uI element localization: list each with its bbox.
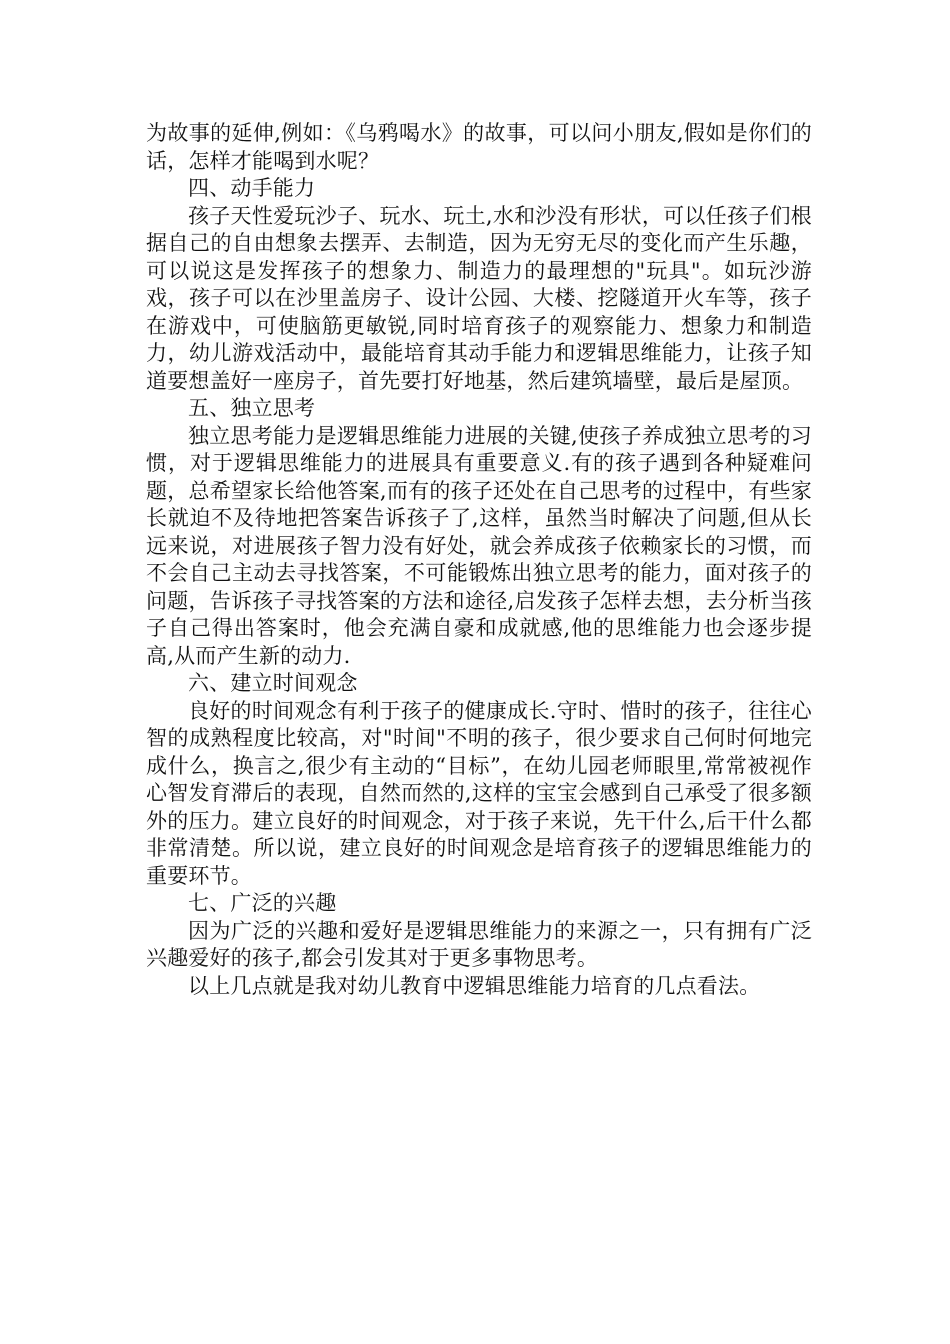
section-heading-time-concept: 六、建立时间观念 [188,671,358,695]
section-heading-independent-thinking: 五、独立思考 [188,396,316,420]
paragraph-broad-interests: 因为广泛的兴趣和爱好是逻辑思维能力的来源之一，只有拥有广泛兴趣爱好的孩子,都会引发其对于更多事物思考。 [146,918,812,970]
paragraph-hands-on: 孩子天性爱玩沙子、玩水、玩土,水和沙没有形状，可以任孩子们根据自己的自由想象去摆弄、去制造，因为无穷无尽的变化而产生乐趣，可以说这是发挥孩子的想象力、制造力的最理想的"玩具"。如玩沙游戏，孩子可以在沙里盖房子、设计公园、大楼、挖隧道开火车等，孩子在游戏中，可使脑筋更敏锐,同时培育孩子的观察能力、想象力和制造力，幼儿游戏活动中，最能培育其动手能力和逻辑思维能力，让孩子知道要想盖好一座房子，首先要打好地基，然后建筑墙壁，最后是屋顶。 [146,203,812,393]
paragraph-independent-thinking: 独立思考能力是逻辑思维能力进展的关键,使孩子养成独立思考的习惯，对于逻辑思维能力的进展具有重要意义.有的孩子遇到各种疑难问题，总希望家长给他答案,而有的孩子还处在自己思考的过程中，有些家长就迫不及待地把答案告诉孩子了,这样，虽然当时解决了问题,但从长远来说，对进展孩子智力没有好处，就会养成孩子依赖家长的习惯，而不会自己主动去寻找答案，不可能锻炼出独立思考的能力，面对孩子的问题，告诉孩子寻找答案的方法和途径,启发孩子怎样去想，去分析当孩子自己得出答案时，他会充满自豪和成就感,他的思维能力也会逐步提高,从而产生新的动力. [146,423,812,668]
paragraph-time-concept: 良好的时间观念有利于孩子的健康成长.守时、惜时的孩子，往往心智的成熟程度比较高，对"时间"不明的孩子，很少要求自己何时何地完成什么，换言之,很少有主动的“目标”，在幼儿园老师眼里,常常被视作心智发育滞后的表现，自然而然的,这样的宝宝会感到自己承受了很多额外的压力。建立良好的时间观念，对于孩子来说，先干什么,后干什么都非常清楚。所以说，建立良好的时间观念是培育孩子的逻辑思维能力的重要环节。 [146,698,812,888]
paragraph-story-continuation: 为故事的延伸,例如：《乌鸦喝水》的故事，可以问小朋友,假如是你们的话，怎样才能喝到水呢？ [146,121,812,173]
section-heading-broad-interests: 七、广泛的兴趣 [188,891,337,915]
document-page [146,120,812,1000]
section-heading-hands-on: 四、动手能力 [188,176,316,200]
paragraph-conclusion: 以上几点就是我对幼儿教育中逻辑思维能力培育的几点看法。 [188,973,761,998]
